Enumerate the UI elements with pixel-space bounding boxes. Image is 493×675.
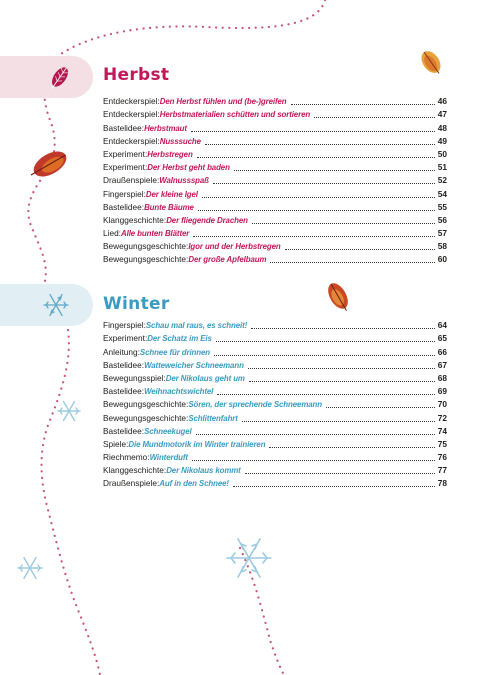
toc-dot-leader bbox=[213, 183, 435, 184]
toc-entry-page: 47 bbox=[437, 109, 447, 120]
toc-entry-page: 46 bbox=[437, 96, 447, 107]
dotted-path bbox=[42, 330, 101, 675]
toc-entry-page: 56 bbox=[437, 214, 447, 225]
toc-dot-leader bbox=[192, 460, 435, 461]
toc-entry-title: Schlittenfahrt bbox=[188, 413, 238, 423]
toc-entry-title: Igor und der Herbstregen bbox=[188, 242, 281, 252]
toc-entry-title: Den Herbst fühlen und (be-)greifen bbox=[159, 97, 287, 107]
toc-entry[interactable] bbox=[103, 147, 447, 160]
toc-entry-title: Winterduft bbox=[149, 453, 188, 463]
toc-entry[interactable] bbox=[103, 331, 447, 344]
toc-entry-page: 51 bbox=[437, 162, 447, 173]
toc-entry-title: Der Nikolaus kommt bbox=[166, 466, 241, 476]
toc-entry-page: 67 bbox=[437, 359, 447, 370]
toc-dot-leader bbox=[249, 381, 435, 382]
herbst-section-title: Herbst bbox=[103, 65, 170, 85]
toc-entry[interactable] bbox=[103, 384, 447, 397]
toc-entry-page: 57 bbox=[437, 228, 447, 239]
toc-entry[interactable] bbox=[103, 186, 447, 199]
leaf-icon bbox=[26, 146, 71, 183]
toc-entry-title: Nusssuche bbox=[159, 136, 201, 146]
toc-dot-leader bbox=[245, 473, 435, 474]
toc-entry[interactable] bbox=[103, 134, 447, 147]
toc-entry-title: Schneekugel bbox=[144, 426, 192, 436]
snowflake-icon bbox=[227, 539, 271, 577]
toc-entry[interactable] bbox=[103, 476, 447, 489]
toc-entry[interactable] bbox=[103, 200, 447, 213]
toc-entry-category: Spiele: bbox=[103, 438, 129, 449]
toc-entry-title: Herbstmaut bbox=[144, 123, 187, 133]
toc-entry-category: Fingerspiel: bbox=[103, 320, 146, 331]
toc-entry[interactable] bbox=[103, 107, 447, 120]
toc-entry-page: 75 bbox=[437, 438, 447, 449]
toc-entry-category: Anleitung: bbox=[103, 346, 140, 357]
toc-entry-page: 70 bbox=[437, 399, 447, 410]
toc-dot-leader bbox=[233, 486, 435, 487]
toc-dot-leader bbox=[234, 170, 435, 171]
toc-entry-category: Fingerspiel: bbox=[103, 188, 146, 199]
toc-entry[interactable] bbox=[103, 213, 447, 226]
toc-entry-title: Watteweicher Schneemann bbox=[144, 360, 244, 370]
toc-entry[interactable] bbox=[103, 371, 447, 384]
toc-entry-page: 52 bbox=[437, 175, 447, 186]
toc-entry-category: Experiment: bbox=[103, 148, 148, 159]
toc-entry-category: Entdeckerspiel: bbox=[103, 96, 160, 107]
toc-dot-leader bbox=[326, 407, 435, 408]
toc-entry[interactable] bbox=[103, 173, 447, 186]
toc-dot-leader bbox=[251, 328, 435, 329]
toc-entry-category: Draußenspiele: bbox=[103, 478, 160, 489]
toc-entry[interactable] bbox=[103, 318, 447, 331]
toc-entry-category: Klanggeschichte: bbox=[103, 214, 167, 225]
leaf-icon bbox=[0, 56, 93, 98]
leaf-icon bbox=[324, 280, 353, 315]
toc-entry-page: 54 bbox=[437, 188, 447, 199]
toc-entry-title: Weihnachtswichtel bbox=[144, 387, 214, 397]
toc-dot-leader bbox=[202, 197, 435, 198]
toc-entry-title: Schau mal raus, es schneit! bbox=[145, 321, 248, 331]
toc-entry-page: 60 bbox=[437, 254, 447, 265]
toc-entry-category: Bastelidee: bbox=[103, 359, 145, 370]
toc-entry-title: Die Mundmotorik im Winter trainieren bbox=[128, 439, 266, 449]
toc-entry-page: 50 bbox=[437, 148, 447, 159]
toc-entry-title: Der fliegende Drachen bbox=[166, 215, 248, 225]
toc-dot-leader bbox=[242, 421, 435, 422]
toc-entry[interactable] bbox=[103, 463, 447, 476]
toc-dot-leader bbox=[285, 249, 435, 250]
toc-entry-category: Experiment: bbox=[103, 162, 148, 173]
toc-entry-category: Bewegungsgeschichte: bbox=[103, 241, 189, 252]
toc-entry[interactable] bbox=[103, 344, 447, 357]
toc-entry-category: Entdeckerspiel: bbox=[103, 109, 160, 120]
toc-entry-title: Walnussspaß bbox=[159, 176, 209, 186]
toc-entry-title: Der Herbst geht baden bbox=[147, 163, 230, 173]
toc-entry[interactable] bbox=[103, 450, 447, 463]
toc-dot-leader bbox=[196, 434, 435, 435]
toc-entry-title: Schnee für drinnen bbox=[139, 347, 211, 357]
snowflake-icon bbox=[58, 402, 80, 421]
toc-dot-leader bbox=[191, 131, 435, 132]
toc-entry-category: Bastelidee: bbox=[103, 201, 145, 212]
toc-entry-title: Der Nikolaus geht um bbox=[165, 373, 245, 383]
toc-entry-title: Der Schatz im Eis bbox=[147, 334, 212, 344]
toc-entry[interactable] bbox=[103, 410, 447, 423]
toc-entry-page: 66 bbox=[437, 346, 447, 357]
toc-entry-title: Der große Apfelbaum bbox=[188, 255, 267, 265]
toc-entry-category: Bastelidee: bbox=[103, 122, 145, 133]
toc-entry-page: 76 bbox=[437, 452, 447, 463]
toc-entry-category: Bewegungsgeschichte: bbox=[103, 412, 189, 423]
toc-dot-leader bbox=[216, 341, 435, 342]
toc-entry-page: 58 bbox=[437, 241, 447, 252]
toc-dot-leader bbox=[217, 394, 435, 395]
toc-entry-category: Riechmemo: bbox=[103, 452, 150, 463]
winter-toc-list bbox=[103, 318, 447, 489]
toc-entry-title: Der kleine Igel bbox=[145, 189, 198, 199]
toc-dot-leader bbox=[193, 236, 435, 237]
winter-section-tab bbox=[0, 284, 93, 326]
toc-entry-category: Lied: bbox=[103, 228, 121, 239]
toc-entry-title: Sören, der sprechende Schneemann bbox=[188, 400, 322, 410]
toc-entry-category: Bewegungsspiel: bbox=[103, 372, 166, 383]
toc-entry-title: Alle bunten Blätter bbox=[121, 229, 190, 239]
herbst-section-tab bbox=[0, 56, 93, 98]
toc-entry-category: Entdeckerspiel: bbox=[103, 135, 160, 146]
toc-entry-category: Bewegungsgeschichte: bbox=[103, 254, 189, 265]
toc-entry[interactable] bbox=[103, 160, 447, 173]
toc-entry-page: 65 bbox=[437, 333, 447, 344]
winter-section-title: Winter bbox=[103, 294, 170, 314]
toc-entry-title: Herbstmaterialien schütten und sortieren bbox=[159, 110, 311, 120]
toc-dot-leader bbox=[270, 262, 434, 263]
toc-entry-title: Herbstregen bbox=[147, 149, 193, 159]
toc-entry[interactable] bbox=[103, 424, 447, 437]
toc-dot-leader bbox=[252, 223, 435, 224]
toc-dot-leader bbox=[197, 157, 435, 158]
toc-dot-leader bbox=[314, 117, 435, 118]
toc-dot-leader bbox=[205, 144, 435, 145]
toc-entry[interactable] bbox=[103, 437, 447, 450]
toc-entry-page: 69 bbox=[437, 386, 447, 397]
toc-entry-page: 55 bbox=[437, 201, 447, 212]
toc-entry-page: 74 bbox=[437, 425, 447, 436]
toc-dot-leader bbox=[198, 210, 435, 211]
toc-entry-page: 49 bbox=[437, 135, 447, 146]
toc-entry-category: Bewegungsgeschichte: bbox=[103, 399, 189, 410]
toc-dot-leader bbox=[291, 104, 435, 105]
toc-entry-category: Draußenspiele: bbox=[103, 175, 160, 186]
toc-entry[interactable] bbox=[103, 226, 447, 239]
toc-dot-leader bbox=[214, 355, 435, 356]
leaf-icon bbox=[418, 48, 446, 78]
toc-entry-page: 48 bbox=[437, 122, 447, 133]
toc-entry[interactable] bbox=[103, 94, 447, 107]
toc-entry-page: 78 bbox=[437, 478, 447, 489]
toc-entry-title: Bunte Bäume bbox=[144, 202, 194, 212]
toc-entry[interactable] bbox=[103, 397, 447, 410]
herbst-toc-list bbox=[103, 94, 447, 265]
toc-entry[interactable] bbox=[103, 120, 447, 133]
toc-entry[interactable] bbox=[103, 252, 447, 265]
toc-entry-page: 77 bbox=[437, 465, 447, 476]
toc-entry-category: Klanggeschichte: bbox=[103, 465, 167, 476]
snowflake-icon bbox=[18, 558, 42, 579]
toc-entry-category: Bastelidee: bbox=[103, 386, 145, 397]
toc-dot-leader bbox=[248, 368, 435, 369]
dotted-path bbox=[240, 548, 284, 675]
toc-entry-page: 68 bbox=[437, 372, 447, 383]
toc-entry-page: 64 bbox=[437, 320, 447, 331]
toc-entry-category: Bastelidee: bbox=[103, 425, 145, 436]
toc-entry[interactable] bbox=[103, 358, 447, 371]
toc-entry-title: Auf in den Schnee! bbox=[159, 479, 229, 489]
snowflake-icon bbox=[0, 284, 93, 326]
toc-entry-page: 72 bbox=[437, 412, 447, 423]
toc-dot-leader bbox=[269, 447, 434, 448]
toc-entry-category: Experiment: bbox=[103, 333, 148, 344]
toc-entry[interactable] bbox=[103, 239, 447, 252]
